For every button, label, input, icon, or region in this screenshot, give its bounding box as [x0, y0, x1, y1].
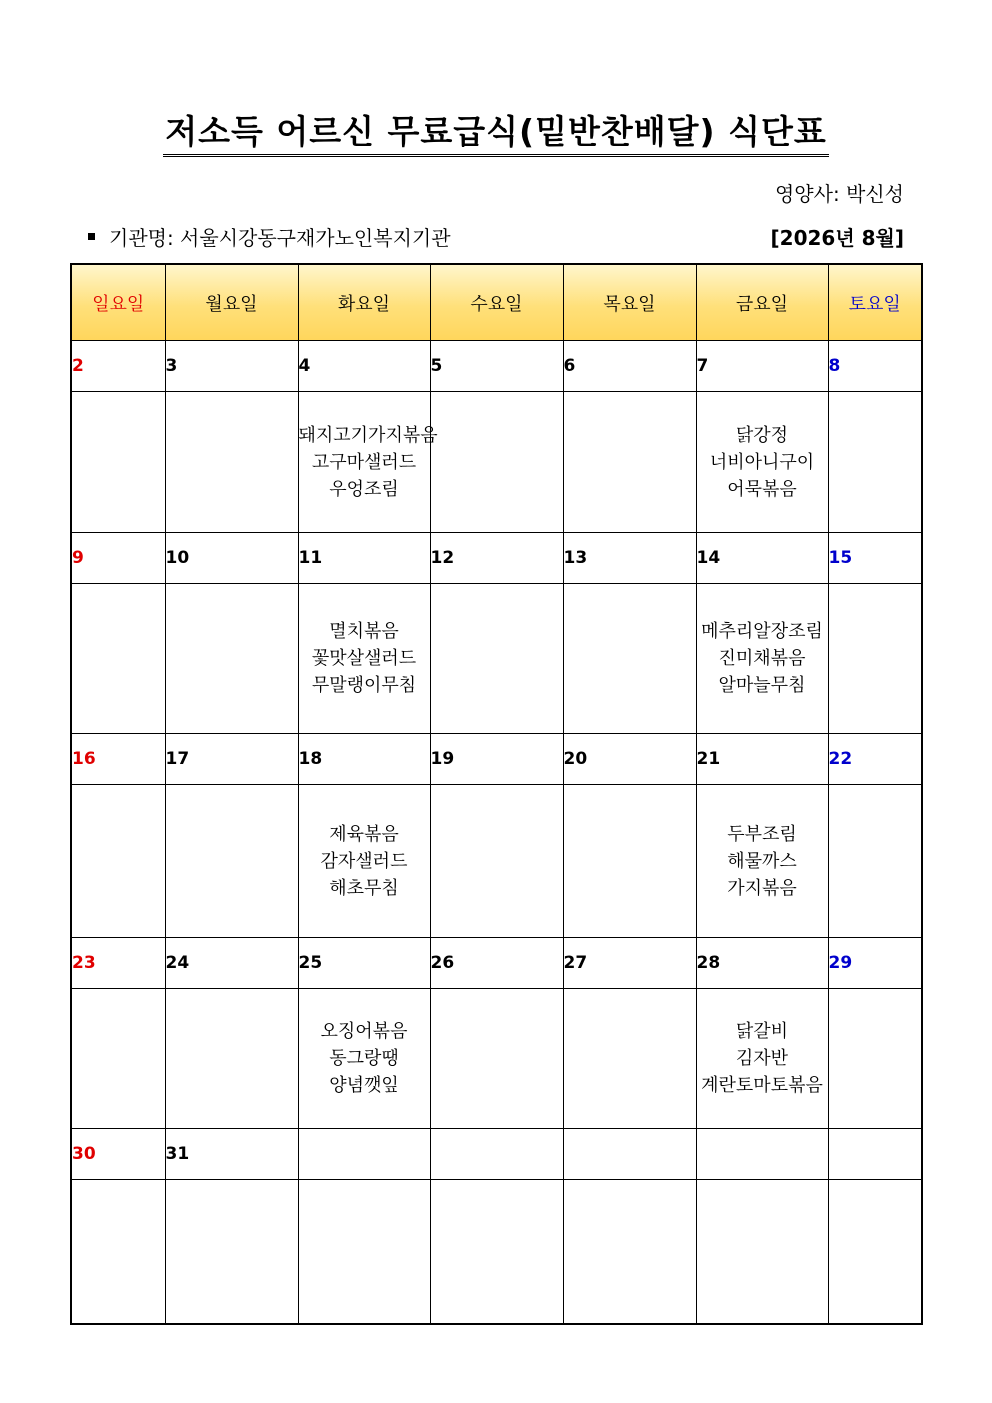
menu-cell [298, 584, 430, 734]
menu-cell [696, 584, 828, 734]
menu-cell [563, 392, 696, 533]
weekday-header: 토요일 [828, 264, 922, 341]
date-cell: 11 [298, 533, 430, 584]
menu-cell [71, 392, 165, 533]
menu-cell [71, 1180, 165, 1325]
menu-cell [165, 392, 298, 533]
menu-cell [298, 989, 430, 1129]
nutritionist-label: 영양사: 박신성 [774, 182, 904, 206]
square-bullet-icon [88, 233, 95, 240]
menu-row [71, 785, 922, 938]
menu-item: 계란토마토볶음 [701, 1075, 823, 1096]
menu-cell [828, 785, 922, 938]
date-cell: 24 [165, 938, 298, 989]
date-cell: 28 [696, 938, 828, 989]
date-row [71, 341, 922, 392]
menu-cell [71, 584, 165, 734]
date-cell: 5 [430, 341, 563, 392]
date-cell: 19 [430, 734, 563, 785]
menu-cell [828, 392, 922, 533]
date-cell [298, 1129, 430, 1180]
menu-item: 제육볶음 [329, 823, 399, 845]
menu-cell [165, 989, 298, 1129]
menu-cell [298, 785, 430, 938]
date-cell: 13 [563, 533, 696, 584]
weekday-header: 목요일 [563, 264, 696, 341]
menu-cell [696, 392, 828, 533]
date-cell: 8 [828, 341, 922, 392]
menu-item: 양념깻잎 [329, 1075, 399, 1096]
date-cell: 10 [165, 533, 298, 584]
date-cell: 21 [696, 734, 828, 785]
date-cell: 27 [563, 938, 696, 989]
date-cell: 25 [298, 938, 430, 989]
date-cell: 6 [563, 341, 696, 392]
menu-cell [298, 1180, 430, 1325]
menu-cell [71, 989, 165, 1129]
weekday-header: 일요일 [71, 264, 165, 341]
menu-item: 메추리알장조림 [701, 621, 823, 642]
menu-item: 멸치볶음 [329, 621, 399, 642]
menu-cell [430, 1180, 563, 1325]
weekday-header: 월요일 [165, 264, 298, 341]
date-cell: 23 [71, 938, 165, 989]
menu-cell [563, 785, 696, 938]
date-cell: 20 [563, 734, 696, 785]
menu-item: 두부조림 [727, 823, 797, 845]
menu-item: 진미채볶음 [718, 648, 806, 669]
menu-item: 동그랑땡 [329, 1048, 399, 1069]
menu-item: 꽃맛살샐러드 [311, 648, 417, 669]
menu-row [71, 584, 922, 734]
menu-cell [430, 584, 563, 734]
menu-cell [165, 584, 298, 734]
date-cell [430, 1129, 563, 1180]
menu-item: 해물까스 [727, 850, 797, 872]
date-row [71, 533, 922, 584]
menu-item: 감자샐러드 [320, 850, 408, 872]
weekday-header-row [71, 264, 922, 341]
menu-item: 해초무침 [329, 877, 399, 899]
date-cell [563, 1129, 696, 1180]
menu-item: 김자반 [735, 1048, 789, 1069]
menu-item: 고구마샐러드 [311, 451, 417, 473]
menu-item: 오징어볶음 [320, 1021, 408, 1042]
menu-item: 무말랭이무침 [311, 675, 417, 696]
agency-label: 기관명: 서울시강동구재가노인복지기관 [109, 226, 451, 250]
date-cell: 22 [828, 734, 922, 785]
date-cell: 4 [298, 341, 430, 392]
date-cell: 16 [71, 734, 165, 785]
date-row [71, 938, 922, 989]
agency-line [88, 222, 451, 251]
date-cell: 31 [165, 1129, 298, 1180]
date-row [71, 1129, 922, 1180]
menu-cell [828, 584, 922, 734]
weekday-header: 화요일 [298, 264, 430, 341]
menu-cell [563, 989, 696, 1129]
page-title-text: 저소득 어르신 무료급식(밑반찬배달) 식단표 [163, 112, 828, 157]
menu-cell [696, 785, 828, 938]
date-cell: 15 [828, 533, 922, 584]
page-title [0, 112, 992, 157]
date-cell: 3 [165, 341, 298, 392]
menu-row [71, 1180, 922, 1325]
menu-cell [828, 989, 922, 1129]
date-cell: 29 [828, 938, 922, 989]
menu-cell [563, 1180, 696, 1325]
menu-item: 알마늘무침 [718, 675, 806, 696]
date-cell: 7 [696, 341, 828, 392]
menu-item: 어묵볶음 [727, 478, 797, 500]
meal-calendar [70, 263, 923, 1325]
menu-cell [696, 989, 828, 1129]
menu-cell [430, 392, 563, 533]
menu-cell [71, 785, 165, 938]
menu-item: 너비아니구이 [709, 451, 815, 473]
weekday-header: 수요일 [430, 264, 563, 341]
menu-cell [430, 989, 563, 1129]
menu-row [71, 989, 922, 1129]
menu-item: 닭강정 [735, 424, 789, 446]
menu-item: 닭갈비 [735, 1021, 789, 1042]
month-label: [2026년 8월] [770, 226, 904, 250]
menu-cell [165, 785, 298, 938]
menu-item: 돼지고기가지볶음 [298, 424, 438, 446]
weekday-header: 금요일 [696, 264, 828, 341]
menu-cell [696, 1180, 828, 1325]
menu-cell [165, 1180, 298, 1325]
menu-cell [828, 1180, 922, 1325]
menu-row [71, 392, 922, 533]
date-cell: 9 [71, 533, 165, 584]
menu-cell [298, 392, 438, 533]
menu-cell [563, 584, 696, 734]
date-cell: 18 [298, 734, 430, 785]
date-cell: 30 [71, 1129, 165, 1180]
date-cell [696, 1129, 828, 1180]
date-cell: 26 [430, 938, 563, 989]
date-cell: 2 [71, 341, 165, 392]
date-cell: 14 [696, 533, 828, 584]
date-cell: 17 [165, 734, 298, 785]
menu-cell [430, 785, 563, 938]
date-cell: 12 [430, 533, 563, 584]
date-row [71, 734, 922, 785]
menu-item: 우엉조림 [329, 478, 399, 500]
menu-item: 가지볶음 [727, 877, 797, 899]
date-cell [828, 1129, 922, 1180]
